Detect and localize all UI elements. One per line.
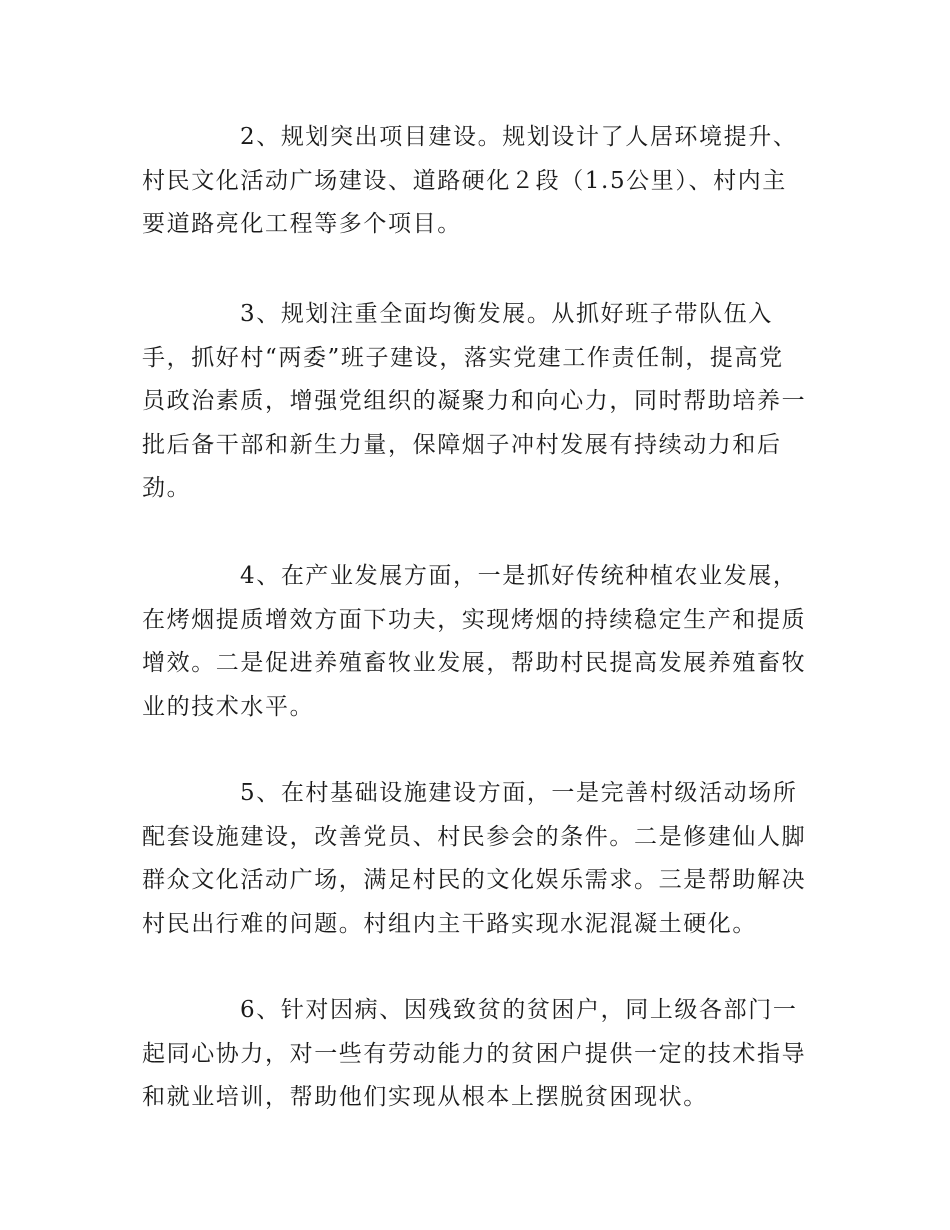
- paragraph-item-5: [142, 772, 817, 946]
- paragraph-line: 员政治素质，增强党组织的凝聚力和向心力，同时帮助培养一: [142, 388, 807, 414]
- paragraph-line: 手，抓好村“两委”班子建设，落实党建工作责任制，提高党: [142, 344, 784, 371]
- paragraph-line: 配套设施建设，改善党员、村民参会的条件。二是修建仙人脚: [142, 823, 807, 850]
- paragraph-item-3: [142, 293, 817, 511]
- paragraph-line: 4、在产业发展方面，一是抓好传统种植农业发展，: [240, 563, 798, 589]
- paragraph-line: 批后备干部和新生力量，保障烟子冲村发展有持续动力和后: [142, 431, 782, 458]
- paragraph-line: 在烤烟提质增效方面下功夫，实现烤烟的持续稳定生产和提质: [142, 606, 807, 633]
- paragraph-line: 劲。: [142, 475, 192, 501]
- paragraph-line: 5、在村基础设施建设方面，一是完善村级活动场所: [240, 780, 798, 806]
- paragraph-line: 增效。二是促进养殖畜牧业发展，帮助村民提高发展养殖畜牧: [142, 650, 807, 676]
- paragraph-item-4: [142, 555, 817, 729]
- paragraph-line: 起同心协力，对一些有劳动能力的贫困户提供一定的技术指导: [142, 1040, 807, 1067]
- paragraph-item-2: [142, 116, 817, 247]
- paragraph-line: 和就业培训，帮助他们实现从根本上摆脱贫困现状。: [142, 1084, 708, 1110]
- paragraph-line: 6、针对因病、因残致贫的贫困户，同上级各部门一: [240, 997, 798, 1023]
- paragraph-line: 要道路亮化工程等多个项目。: [142, 211, 462, 237]
- paragraph-line: 群众文化活动广场，满足村民的文化娱乐需求。三是帮助解决: [142, 867, 807, 893]
- paragraph-line: 村民文化活动广场建设、道路硬化２段（1.5公里）、村内主: [142, 167, 787, 194]
- paragraph-line: 3、规划注重全面均衡发展。从抓好班子带队伍入: [240, 301, 773, 327]
- paragraph-item-6: [142, 989, 817, 1120]
- paragraph-line: 村民出行难的问题。村组内主干路实现水泥混凝土硬化。: [142, 910, 757, 937]
- paragraph-line: 2、规划突出项目建设。规划设计了人居环境提升、: [240, 124, 798, 150]
- paragraph-line: 业的技术水平。: [142, 693, 315, 720]
